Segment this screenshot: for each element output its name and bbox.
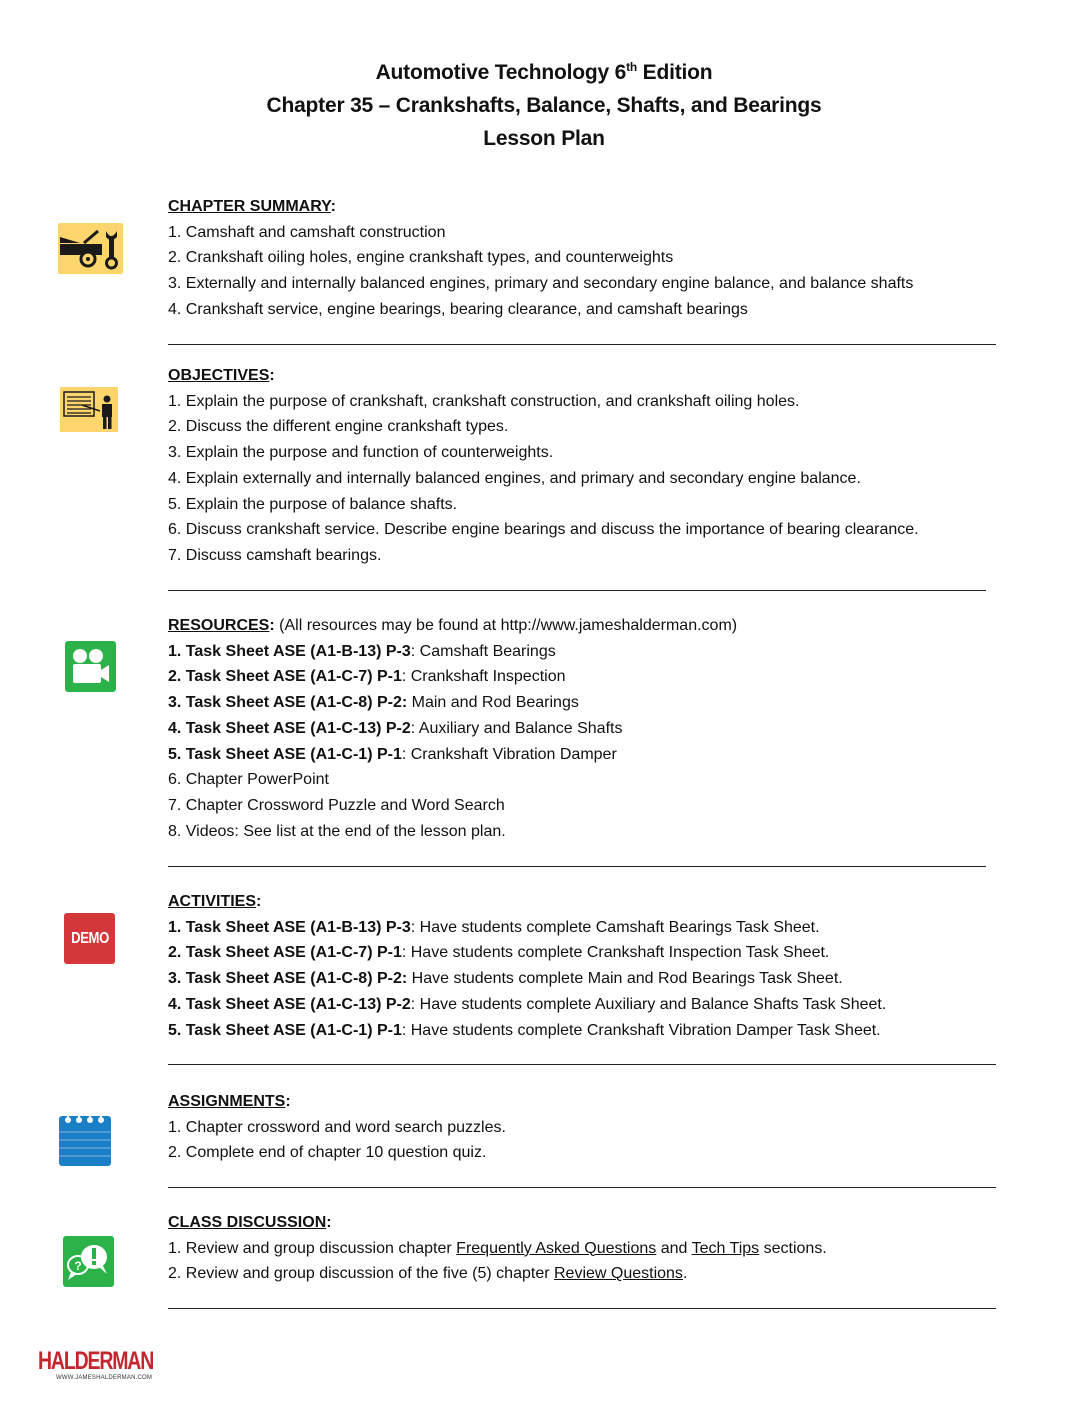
divider [168,1064,996,1065]
speech-bubbles-icon [63,1236,114,1287]
activity-item: 1. Task Sheet ASE (A1-B-13) P-3: Have students complete Camshaft Bearings Task Sheet. [168,918,820,936]
document-title [0,56,1088,155]
list-item: 2. Crankshaft oiling holes, engine crankshaft types, and counterweights [168,249,674,267]
title-line-2: Chapter 35 – Crankshafts, Balance, Shafts, and Bearings [266,94,822,117]
list-item: 6. Chapter PowerPoint [168,771,329,789]
resources-section: RESOURCES: (All resources may be found at http://www.jameshalderman.com) 1. Task Sheet ASE (A1-B-13) P-3: Camshaft Bearings 2. Task Sheet ASE (A1-C-7) P-1: Crankshaft Inspection 3. Task Sheet ASE (A1-C-8) P-2: Main and Rod Bearings 4. Task Sheet ASE (A1-C-13) P-2: Auxiliary and Balance Shafts 5. Task Sheet ASE (A1-C-1) P-1: Crankshaft Vibration Damper 6. Chapter PowerPoint 7. Chapter Crossword Puzzle and Word Search 8. Videos: See list at the end of the lesson plan. [168,613,996,844]
title-line-1: Automotive Technology 6th Edition [375,60,713,84]
video-camera-icon [65,641,116,692]
list-item: 7. Chapter Crossword Puzzle and Word Search [168,796,505,814]
list-item: 3. Externally and internally balanced engines, primary and secondary engine balance, and balance shafts [168,275,914,293]
list-item: 3. Explain the purpose and function of counterweights. [168,444,554,462]
objectives-heading: OBJECTIVES [168,367,270,384]
activity-item: 2. Task Sheet ASE (A1-C-7) P-1: Have students complete Crankshaft Inspection Task Sheet. [168,944,830,962]
activity-item: 3. Task Sheet ASE (A1-C-8) P-2: Have students complete Main and Rod Bearings Task Sheet. [168,970,843,988]
svg-text:?: ? [74,1259,82,1273]
list-item: 8. Videos: See list at the end of the lesson plan. [168,822,506,840]
list-item: 1. Chapter crossword and word search puzzles. [168,1118,506,1136]
activity-item: 5. Task Sheet ASE (A1-C-1) P-1: Have students complete Crankshaft Vibration Damper Task Sheet. [168,1021,881,1039]
resources-note: (All resources may be found at http://www.jameshalderman.com) [274,617,738,634]
task-item: 4. Task Sheet ASE (A1-C-13) P-2: Auxiliary and Balance Shafts [168,719,623,737]
task-item: 2. Task Sheet ASE (A1-C-7) P-1: Crankshaft Inspection [168,668,566,686]
list-item: 1. Camshaft and camshaft construction [168,223,446,241]
demo-icon-label: DEMO [70,930,109,947]
list-item: 1. Explain the purpose of crankshaft, crankshaft construction, and crankshaft oiling holes. [168,392,800,410]
divider [168,1308,996,1309]
list-item: 2. Review and group discussion of the five (5) chapter Review Questions. [168,1265,688,1283]
logo-url: WWW.JAMESHALDERMAN.COM [56,1375,153,1381]
list-item: 7. Discuss camshaft bearings. [168,546,382,564]
list-item: 2. Complete end of chapter 10 question quiz. [168,1144,487,1162]
tech-tips-link[interactable]: Tech Tips [691,1239,760,1257]
activities-section: ACTIVITIES: 1. Task Sheet ASE (A1-B-13) P-3: Have students complete Camshaft Bearings Task Sheet. 2. Task Sheet ASE (A1-C-7) P-1: Have students complete Crankshaft Inspection Task Sheet. 3. Task Sheet ASE (A1-C-8) P-2: Have students complete Main and Rod Bearings Task Sheet. 4. Task Sheet ASE (A1-C-13) P-2: Have students complete Auxiliary and Balance Shafts Task Sheet. 5. Task Sheet ASE (A1-C-1) P-1: Have students complete Crankshaft Vibration Damper Task Sheet. [168,889,996,1043]
task-item: 3. Task Sheet ASE (A1-C-8) P-2: Main and Rod Bearings [168,694,579,712]
list-item: 4. Explain externally and internally balanced engines, and primary and secondary engine balance. [168,469,861,487]
title-line-3: Lesson Plan [483,127,605,150]
halderman-logo [38,1347,154,1382]
review-questions-link[interactable]: Review Questions [553,1265,683,1283]
divider [168,590,986,591]
class-discussion-section: CLASS DISCUSSION: 1. Review and group discussion chapter Frequently Asked Questions and Tech Tips sections. 2. Review and group discussion of the five (5) chapter Review Questions. [168,1210,996,1287]
demo-icon [64,913,115,964]
chapter-summary-heading: CHAPTER SUMMARY [168,198,331,215]
task-item: 1. Task Sheet ASE (A1-B-13) P-3: Camshaft Bearings [168,642,556,660]
task-item: 5. Task Sheet ASE (A1-C-1) P-1: Crankshaft Vibration Damper [168,745,617,763]
list-item: 4. Crankshaft service, engine bearings, bearing clearance, and camshaft bearings [168,300,748,318]
logo-name: HALDERMAN [38,1347,154,1375]
notepad-icon [59,1114,111,1166]
divider [168,1187,996,1188]
list-item: 5. Explain the purpose of balance shafts. [168,495,458,513]
divider [168,866,986,867]
list-item: 6. Discuss crankshaft service. Describe engine bearings and discuss the importance of bearing clearance. [168,521,919,539]
class-discussion-heading: CLASS DISCUSSION [168,1214,327,1231]
activity-item: 4. Task Sheet ASE (A1-C-13) P-2: Have students complete Auxiliary and Balance Shafts Task Sheet. [168,995,887,1013]
list-item: 2. Discuss the different engine crankshaft types. [168,418,509,436]
activities-heading: ACTIVITIES [168,893,257,910]
chapter-summary-section: CHAPTER SUMMARY: 1. Camshaft and camshaft construction 2. Crankshaft oiling holes, engine crankshaft types, and counterweights 3. Externally and internally balanced engines, primary and secondary engine balance, and balance shafts 4. Crankshaft service, engine bearings, bearing clearance, and camshaft bearings [168,194,996,323]
teacher-presentation-icon [60,387,118,432]
assignments-heading: ASSIGNMENTS [168,1093,286,1110]
objectives-section: OBJECTIVES: 1. Explain the purpose of crankshaft, crankshaft construction, and crankshaft oiling holes. 2. Discuss the different engine crankshaft types. 3. Explain the purpose and function of counterweights. 4. Explain externally and internally balanced engines, and primary and secondary engine balance. 5. Explain the purpose of balance shafts. 6. Discuss crankshaft service. Describe engine bearings and discuss the importance of bearing clearance. 7. Discuss camshaft bearings. [168,363,996,569]
resources-heading: RESOURCES [168,617,270,634]
faq-link[interactable]: Frequently Asked Questions [456,1239,657,1257]
list-item: 1. Review and group discussion chapter Frequently Asked Questions and Tech Tips sections. [168,1239,827,1257]
car-repair-icon [58,223,123,274]
divider [168,344,996,345]
assignments-section: ASSIGNMENTS: 1. Chapter crossword and word search puzzles. 2. Complete end of chapter 10 question quiz. [168,1089,996,1166]
